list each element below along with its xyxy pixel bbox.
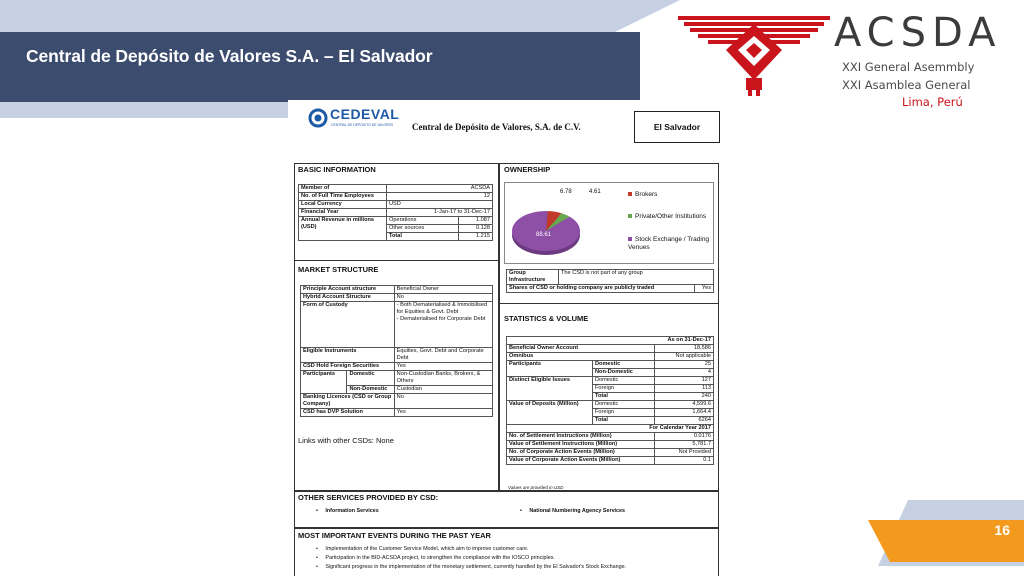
service-item-1: • Information Services xyxy=(316,508,379,514)
event-item-2: • Participation in the BID-ACSDA project, to strengthen the compliance with the IOSCO principles. xyxy=(316,555,555,561)
pie-label-stock-exchange: 88.61 xyxy=(536,232,552,238)
pie-label-brokers: 6.78 xyxy=(560,189,572,195)
acsda-logo xyxy=(676,10,1016,110)
ownership-pie-chart xyxy=(510,185,620,263)
pie-label-private: 4.61 xyxy=(589,189,601,195)
legend-stock-exchange: Stock Exchange / Trading Venues xyxy=(628,236,710,251)
market-structure-table: Principle Account structure Beneficial Owner Hybrid Account Structure No Form of Custody - Both Dematerialised & Immobilised for Equities & Govt. Debt - Dematerialised for Corporate Debt Eligible Instruments Equities, Govt. Debt and Corporate Debt CSD Hold Foreign Securities Yes Participants Domestic Non-Custodian Banks, Brokers, & Others Non-Domestic Custodian Banking Licences (CSD or Group Company) No CSD has DVP Solution Yes xyxy=(300,285,493,417)
condor-emblem-icon xyxy=(676,10,836,110)
logo-line-1: XXI General Asemmbly xyxy=(842,60,975,74)
other-services-heading: OTHER SERVICES PROVIDED BY CSD: xyxy=(298,493,439,502)
event-item-3: • Significant progress in the implementation of the monetary settlement, currently handled by the El Salvador's Stock Exchange. xyxy=(316,564,627,570)
ownership-table: Group Infrastructure The CSD is not part of any group Shares of CSD or holding company are publicly traded Yes xyxy=(506,269,714,293)
logo-line-3: Lima, Perú xyxy=(902,95,963,109)
company-name: Central de Depósito de Valores, S.A. de C.V. xyxy=(412,122,581,132)
light-band-top xyxy=(0,0,680,32)
legend-private: Private/Other Institutions xyxy=(628,213,708,221)
page-number-badge xyxy=(868,510,1024,554)
stats-heading: STATISTICS & VOLUME xyxy=(504,314,589,323)
stats-table: As on 31-Dec-17 Beneficial Owner Account 18,586 Omnibus Not applicable Participants Domestic 25 Non-Domestic 4 Distinct Eligible Issues Domestic 127 Foreign 113 Total 240 Value of Deposits (Million) Domestic 4,599.6 Foreign 1,664.4 Total 6264 For Calendar Year 2017 No. of Settlement Instructions (Million) 0.0176 Value of Settlement Instructions (Million) 5,781.7 No. of Corporate Action Events (Million) Not Provided Value of Corporate Action Events (Million) 0.1 xyxy=(506,336,714,465)
logo-line-2: XXI Asamblea General xyxy=(842,78,971,92)
basic-info-table: Member of ACSDA No. of Full Time Employees 12 Local Currency USD Financial Year 1-Jan-17 to 31-Dec-17 Annual Revenue in millions (USD) Operations 1.087 Other sources 0.128 Total 1.215 xyxy=(298,184,493,241)
links-other-csds: Links with other CSDs: None xyxy=(298,436,394,445)
pie-slice-stock-exchange xyxy=(512,211,580,251)
ownership-heading: OWNERSHIP xyxy=(504,165,551,174)
legend-brokers: Brokers xyxy=(628,191,657,199)
csd-profile-document xyxy=(288,100,724,576)
cedeval-subtitle: CENTRAL DE DEPOSITO DE VALORES xyxy=(331,123,394,127)
country-box: El Salvador xyxy=(634,111,720,143)
cedeval-logo xyxy=(308,104,406,139)
event-item-1: • Implementation of the Customer Service Model, which aim to improve customer care. xyxy=(316,546,529,552)
cedeval-wordmark: CEDEVAL xyxy=(330,106,400,122)
logo-acronym: ACSDA xyxy=(834,10,1002,56)
events-heading: MOST IMPORTANT EVENTS DURING THE PAST YEAR xyxy=(298,531,491,540)
service-item-2: • National Numbering Agency Services xyxy=(520,508,626,514)
title-bar xyxy=(0,32,640,102)
slide-title: Central de Depósito de Valores S.A. – El Salvador xyxy=(26,46,433,66)
stats-note: Values are provided in USD xyxy=(508,485,564,490)
page-number: 16 xyxy=(994,522,1010,538)
market-structure-heading: MARKET STRUCTURE xyxy=(298,265,379,274)
basic-info-heading: BASIC INFORMATION xyxy=(298,165,376,174)
